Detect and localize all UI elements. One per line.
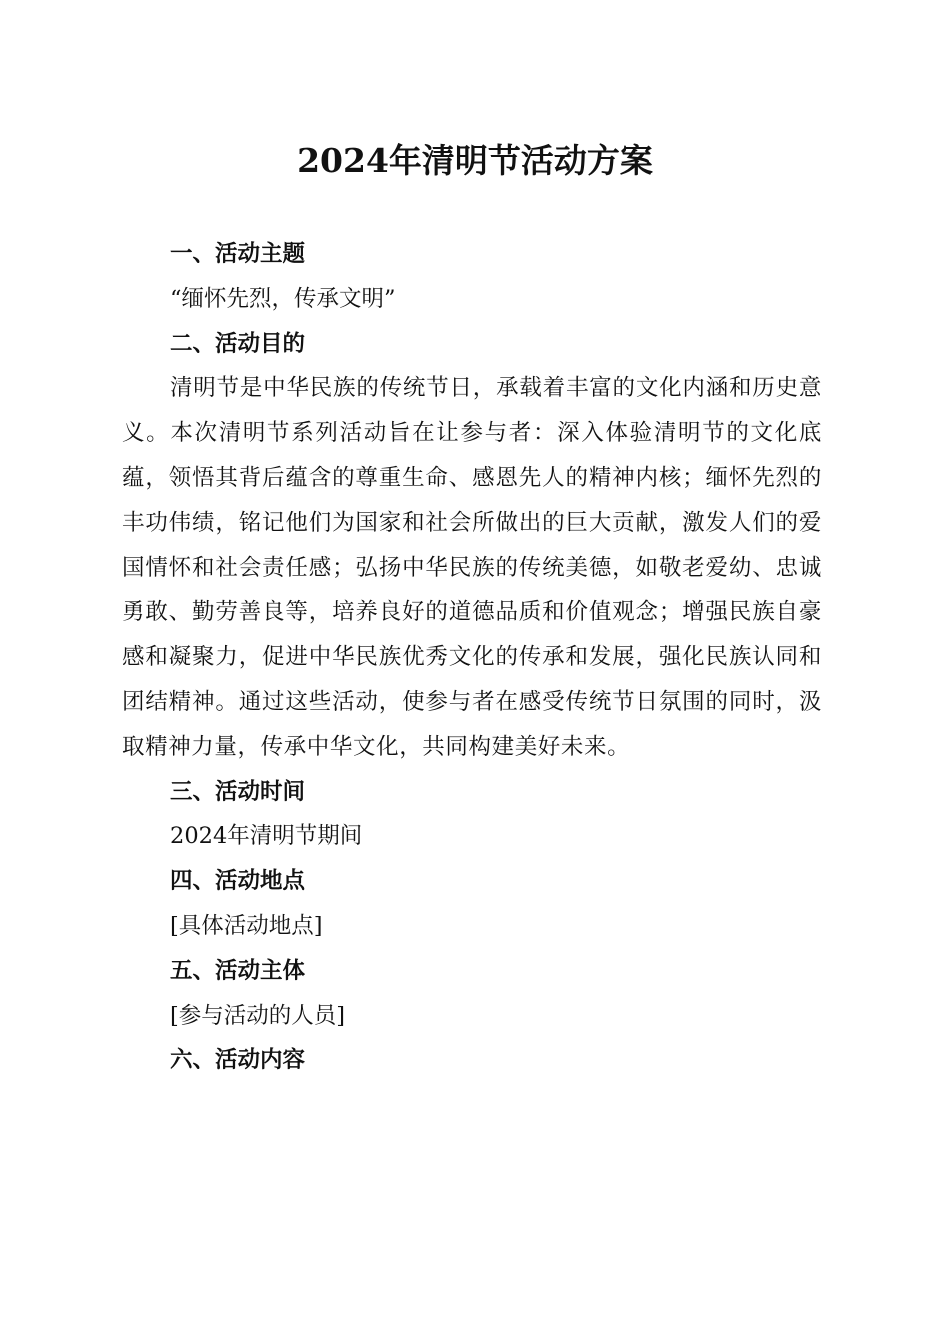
section-text-participants: [参与活动的人员] <box>170 1002 346 1029</box>
section-heading-content: 六、活动内容 <box>170 1047 306 1074</box>
section-text-time: 2024年清明节期间 <box>170 823 363 850</box>
document-title: 2024年清明节活动方案 <box>297 141 653 180</box>
section-heading-location: 四、活动地点 <box>170 868 306 895</box>
section-heading-participants: 五、活动主体 <box>170 957 306 984</box>
section-heading-purpose: 二、活动目的 <box>170 330 306 357</box>
section-heading-theme: 一、活动主题 <box>170 241 306 267</box>
section-text-location: [具体活动地点] <box>170 912 323 939</box>
section-text-theme: “缅怀先烈，传承文明” <box>170 285 396 312</box>
section-heading-time: 三、活动时间 <box>170 778 306 805</box>
document-body <box>122 232 822 1083</box>
section-text-purpose: 清明节是中华民族的传统节日，承载着丰富的文化内涵和历史意义。本次清明节系列活动旨在让参与者：深入体验清明节的文化底蕴，领悟其背后蕴含的尊重生命、感恩先人的精神内核；缅怀先烈的丰功伟绩，铭记他们为国家和社会所做出的巨大贡献，激发人们的爱国情怀和社会责任感；弘扬中华民族的传统美德，如敬老爱幼、忠诚勇敢、勤劳善良等，培养良好的道德品质和价值观念；增强民族自豪感和凝聚力，促进中华民族优秀文化的传承和发展，强化民族认同和团结精神。通过这些活动，使参与者在感受传统节日氛围的同时，汲取精神力量，传承中华文化，共同构建美好未来。 <box>122 375 822 760</box>
